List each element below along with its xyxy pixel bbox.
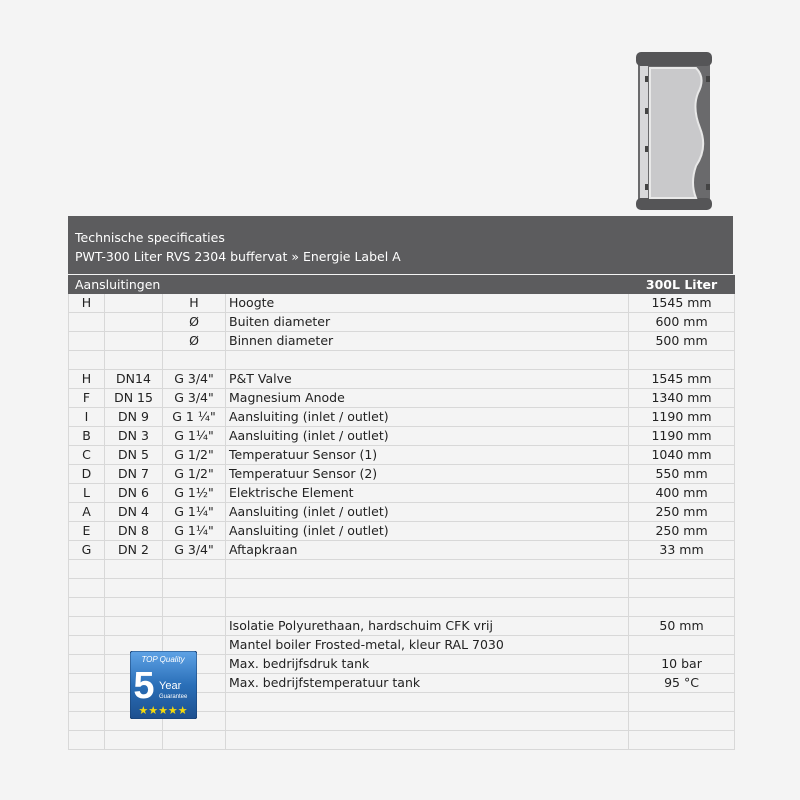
connection-thread: G 1/2" [163, 465, 226, 484]
connection-thread: G 3/4" [163, 541, 226, 560]
table-row [69, 484, 735, 503]
connection-thread: Ø [163, 313, 226, 332]
connection-dn [105, 731, 163, 750]
spec-value [629, 560, 735, 579]
connection-dn [105, 332, 163, 351]
table-row [69, 351, 735, 370]
table-row [69, 294, 735, 313]
spec-description: Elektrische Element [226, 484, 629, 503]
connection-dn [105, 617, 163, 636]
connection-dn [105, 598, 163, 617]
table-row [69, 541, 735, 560]
spec-description [226, 712, 629, 731]
connection-letter [69, 731, 105, 750]
spec-value: 10 bar [629, 655, 735, 674]
table-row [69, 427, 735, 446]
spec-description [226, 693, 629, 712]
table-row [69, 332, 735, 351]
connection-thread: H [163, 294, 226, 313]
spec-value: 1190 mm [629, 408, 735, 427]
spec-description: Isolatie Polyurethaan, hardschuim CFK vrij [226, 617, 629, 636]
connection-thread [163, 731, 226, 750]
connection-letter [69, 313, 105, 332]
connection-letter [69, 636, 105, 655]
spec-subtitle: PWT-300 Liter RVS 2304 buffervat » Energie Label A [75, 249, 401, 264]
spec-description: Aansluiting (inlet / outlet) [226, 522, 629, 541]
spec-value: 1545 mm [629, 370, 735, 389]
connection-dn: DN 6 [105, 484, 163, 503]
connection-letter [69, 351, 105, 370]
spec-value: 33 mm [629, 541, 735, 560]
spec-description: Mantel boiler Frosted-metal, kleur RAL 7030 [226, 636, 629, 655]
connection-dn [105, 351, 163, 370]
spec-description: Max. bedrijfsdruk tank [226, 655, 629, 674]
spec-description: Temperatuur Sensor (1) [226, 446, 629, 465]
connection-dn [105, 294, 163, 313]
spec-value: 95 °C [629, 674, 735, 693]
connection-dn: DN 8 [105, 522, 163, 541]
spec-description: Buiten diameter [226, 313, 629, 332]
connection-thread: G 1¼" [163, 503, 226, 522]
connection-thread [163, 598, 226, 617]
connection-thread [163, 351, 226, 370]
connections-header: Aansluitingen [69, 276, 629, 294]
table-row [69, 389, 735, 408]
connection-letter: H [69, 370, 105, 389]
spec-value [629, 351, 735, 370]
table-row [69, 579, 735, 598]
table-row [69, 522, 735, 541]
connection-letter: C [69, 446, 105, 465]
spec-value: 50 mm [629, 617, 735, 636]
spec-description: Magnesium Anode [226, 389, 629, 408]
connection-letter [69, 598, 105, 617]
connection-dn: DN14 [105, 370, 163, 389]
spec-value [629, 579, 735, 598]
connection-letter: G [69, 541, 105, 560]
badge-guarantee-text: Guarantee [159, 694, 188, 700]
spec-description [226, 560, 629, 579]
connection-thread: G 3/4" [163, 389, 226, 408]
spec-value: 1545 mm [629, 294, 735, 313]
connection-letter [69, 655, 105, 674]
connection-thread: G 1 ¼" [163, 408, 226, 427]
spec-description: Aansluiting (inlet / outlet) [226, 408, 629, 427]
table-row [69, 465, 735, 484]
spec-value [629, 693, 735, 712]
connection-dn: DN 4 [105, 503, 163, 522]
spec-description: Temperatuur Sensor (2) [226, 465, 629, 484]
spec-description: P&T Valve [226, 370, 629, 389]
connection-letter [69, 560, 105, 579]
connection-dn: DN 3 [105, 427, 163, 446]
spec-value: 250 mm [629, 522, 735, 541]
table-row [69, 313, 735, 332]
connection-dn [105, 560, 163, 579]
table-row [69, 560, 735, 579]
spec-description: Aansluiting (inlet / outlet) [226, 427, 629, 446]
connection-letter: A [69, 503, 105, 522]
connection-letter [69, 617, 105, 636]
spec-value: 600 mm [629, 313, 735, 332]
connection-thread [163, 560, 226, 579]
connection-letter [69, 579, 105, 598]
table-row [69, 598, 735, 617]
badge-year-text: Year [159, 680, 182, 692]
connection-letter: I [69, 408, 105, 427]
table-row [69, 731, 735, 750]
connection-thread: G 1¼" [163, 427, 226, 446]
badge-stars: ★★★★★ [138, 704, 188, 717]
connection-thread: G 1½" [163, 484, 226, 503]
connection-thread: Ø [163, 332, 226, 351]
connection-letter: B [69, 427, 105, 446]
connection-thread [163, 617, 226, 636]
spec-header [68, 216, 733, 274]
connection-thread: G 3/4" [163, 370, 226, 389]
connection-thread: G 1/2" [163, 446, 226, 465]
spec-description: Binnen diameter [226, 332, 629, 351]
connection-dn: DN 5 [105, 446, 163, 465]
table-row [69, 370, 735, 389]
connection-letter: F [69, 389, 105, 408]
connection-dn: DN 7 [105, 465, 163, 484]
table-row [69, 408, 735, 427]
spec-description [226, 731, 629, 750]
spec-value: 500 mm [629, 332, 735, 351]
connection-dn: DN 15 [105, 389, 163, 408]
spec-description: Hoogte [226, 294, 629, 313]
spec-description: Aftapkraan [226, 541, 629, 560]
spec-title: Technische specificaties [75, 230, 225, 245]
connection-thread: G 1¼" [163, 522, 226, 541]
connection-letter [69, 674, 105, 693]
spec-value [629, 636, 735, 655]
spec-value [629, 731, 735, 750]
spec-value: 550 mm [629, 465, 735, 484]
badge-number: 5 [133, 665, 155, 707]
connection-letter: E [69, 522, 105, 541]
connection-letter [69, 332, 105, 351]
table-row [69, 617, 735, 636]
spec-value [629, 712, 735, 731]
connection-letter [69, 712, 105, 731]
spec-description [226, 351, 629, 370]
connection-thread [163, 579, 226, 598]
table-header-row [69, 276, 735, 294]
spec-description: Aansluiting (inlet / outlet) [226, 503, 629, 522]
spec-value: 1190 mm [629, 427, 735, 446]
spec-description [226, 579, 629, 598]
spec-value [629, 598, 735, 617]
spec-description [226, 598, 629, 617]
spec-value: 250 mm [629, 503, 735, 522]
spec-description: Max. bedrijfstemperatuur tank [226, 674, 629, 693]
buffer-tank-image [636, 48, 712, 214]
spec-value: 400 mm [629, 484, 735, 503]
spec-value: 1340 mm [629, 389, 735, 408]
capacity-header: 300L Liter [629, 276, 735, 294]
table-row [69, 503, 735, 522]
table-row [69, 446, 735, 465]
connection-letter [69, 693, 105, 712]
connection-letter: L [69, 484, 105, 503]
connection-letter: H [69, 294, 105, 313]
badge-top-text: TOP Quality [141, 655, 185, 664]
connection-dn: DN 9 [105, 408, 163, 427]
connection-dn: DN 2 [105, 541, 163, 560]
connection-letter: D [69, 465, 105, 484]
spec-value: 1040 mm [629, 446, 735, 465]
connection-dn [105, 313, 163, 332]
guarantee-badge [130, 651, 197, 719]
connection-dn [105, 579, 163, 598]
